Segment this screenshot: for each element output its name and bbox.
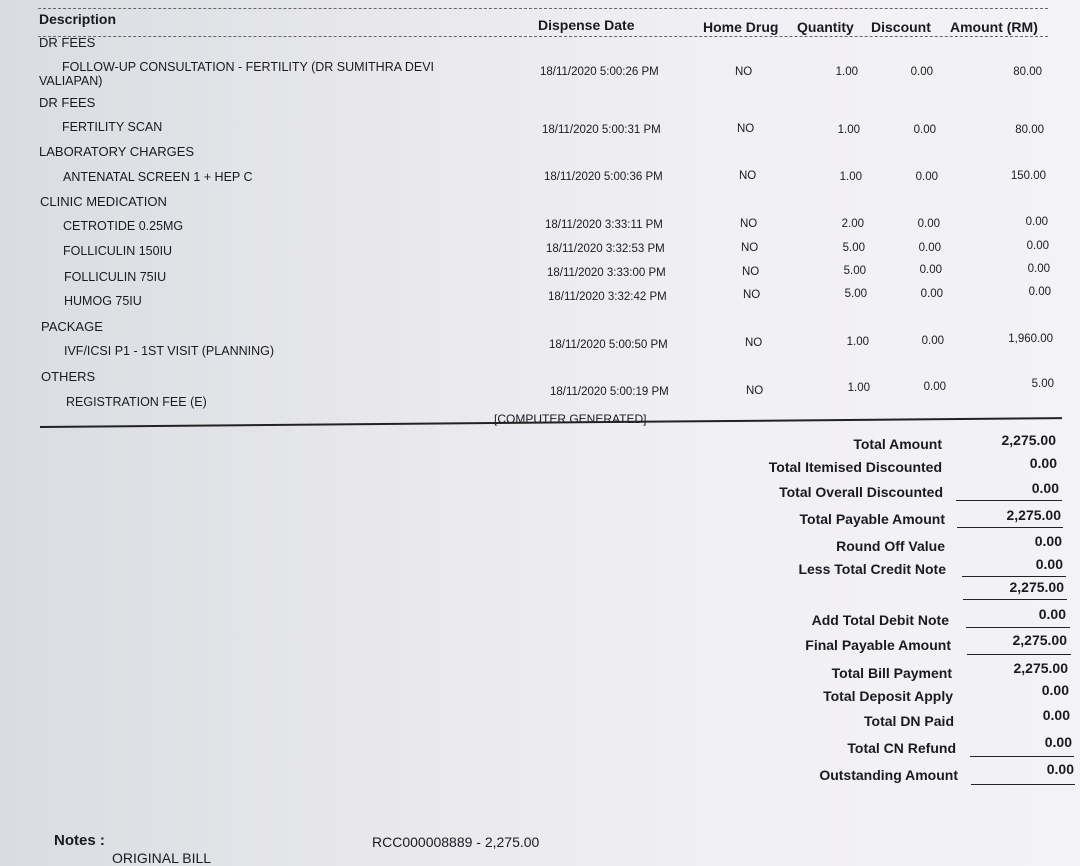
summary-value-round-off-value: 0.00 bbox=[1034, 533, 1062, 549]
summary-value-total-itemised-discounted: 0.00 bbox=[1029, 455, 1057, 471]
item-amount: 5.00 bbox=[1031, 378, 1054, 390]
summary-label-round-off-value: Round Off Value bbox=[836, 538, 945, 554]
item-dispense-date: 18/11/2020 3:33:11 PM bbox=[545, 219, 663, 231]
summary-value-total-cn-refund: 0.00 bbox=[1044, 734, 1072, 750]
item-discount: 0.00 bbox=[910, 66, 933, 78]
col-header-home-drug: Home Drug bbox=[703, 19, 779, 35]
summary-value-total-bill-payment: 2,275.00 bbox=[1013, 660, 1068, 676]
item-home-drug: NO bbox=[742, 266, 760, 278]
computer-generated-label: [COMPUTER GENERATED] bbox=[494, 412, 647, 426]
summary-rule bbox=[963, 599, 1067, 600]
item-dispense-date: 18/11/2020 3:32:42 PM bbox=[548, 291, 667, 303]
item-discount: 0.00 bbox=[917, 218, 940, 230]
item-home-drug: NO bbox=[743, 289, 761, 301]
summary-rule bbox=[957, 527, 1063, 528]
item-amount: 80.00 bbox=[1013, 66, 1042, 78]
item-home-drug: NO bbox=[741, 242, 759, 254]
summary-label-total-dn-paid: Total DN Paid bbox=[864, 713, 954, 729]
category-dr-fees: DR FEES bbox=[39, 95, 96, 110]
summary-label-outstanding-amount: Outstanding Amount bbox=[819, 767, 958, 783]
item-discount: 0.00 bbox=[919, 264, 942, 276]
item-quantity: 1.00 bbox=[837, 124, 860, 136]
summary-value-total-payable-amount: 2,275.00 bbox=[1006, 507, 1061, 523]
item-amount: 150.00 bbox=[1010, 170, 1046, 182]
summary-label-less-total-credit-note: Less Total Credit Note bbox=[798, 561, 946, 577]
summary-label-total-bill-payment: Total Bill Payment bbox=[831, 665, 952, 681]
item-description: HUMOG 75IU bbox=[64, 294, 142, 308]
category-dr-fees: DR FEES bbox=[39, 35, 96, 50]
item-amount: 0.00 bbox=[1026, 240, 1049, 252]
category-laboratory-charges: LABORATORY CHARGES bbox=[39, 144, 195, 159]
summary-label-add-total-debit-note: Add Total Debit Note bbox=[811, 612, 949, 628]
item-amount: 0.00 bbox=[1025, 216, 1048, 228]
summary-rule bbox=[971, 784, 1075, 785]
summary-rule bbox=[967, 654, 1071, 655]
summary-value-final-payable-amount: 2,275.00 bbox=[1012, 632, 1067, 648]
summary-rule bbox=[966, 627, 1070, 628]
item-quantity: 5.00 bbox=[843, 265, 866, 277]
item-dispense-date: 18/11/2020 5:00:19 PM bbox=[550, 386, 669, 398]
item-description: FOLLICULIN 75IU bbox=[64, 270, 167, 284]
item-description: CETROTIDE 0.25MG bbox=[63, 219, 184, 233]
summary-label-total-payable-amount: Total Payable Amount bbox=[799, 511, 945, 527]
item-discount: 0.00 bbox=[921, 335, 944, 347]
col-header-amount: Amount (RM) bbox=[950, 19, 1038, 35]
summary-value-total-overall-discounted: 0.00 bbox=[1031, 480, 1059, 496]
item-dispense-date: 18/11/2020 5:00:50 PM bbox=[549, 339, 668, 351]
notes-label: Notes : bbox=[54, 832, 105, 849]
item-discount: 0.00 bbox=[923, 381, 946, 393]
item-description-continued: VALIAPAN) bbox=[39, 74, 103, 88]
item-dispense-date: 18/11/2020 3:32:53 PM bbox=[546, 243, 665, 255]
top-border-line bbox=[38, 8, 1048, 9]
item-discount: 0.00 bbox=[920, 288, 943, 300]
receipt-reference: RCC000008889 - 2,275.00 bbox=[372, 834, 540, 850]
original-bill-note: ORIGINAL BILL bbox=[112, 850, 212, 866]
summary-value-total-deposit-apply: 0.00 bbox=[1041, 682, 1069, 698]
summary-label-total-itemised-discounted: Total Itemised Discounted bbox=[768, 459, 942, 475]
item-dispense-date: 18/11/2020 5:00:36 PM bbox=[544, 171, 663, 183]
col-header-dispense-date: Dispense Date bbox=[538, 17, 635, 33]
item-dispense-date: 18/11/2020 5:00:26 PM bbox=[540, 66, 659, 78]
item-dispense-date: 18/11/2020 5:00:31 PM bbox=[542, 124, 661, 136]
item-description: IVF/ICSI P1 - 1ST VISIT (PLANNING) bbox=[64, 344, 275, 358]
item-quantity: 5.00 bbox=[842, 242, 865, 254]
item-home-drug: NO bbox=[745, 337, 763, 349]
summary-value-total-dn-paid: 0.00 bbox=[1042, 707, 1070, 723]
item-home-drug: NO bbox=[737, 123, 755, 135]
summary-rule bbox=[970, 756, 1074, 757]
item-quantity: 2.00 bbox=[841, 218, 864, 230]
item-description: ANTENATAL SCREEN 1 + HEP C bbox=[63, 170, 253, 184]
summary-label-total-overall-discounted: Total Overall Discounted bbox=[779, 484, 943, 500]
item-discount: 0.00 bbox=[913, 124, 936, 136]
item-home-drug: NO bbox=[739, 170, 757, 182]
summary-label-total-cn-refund: Total CN Refund bbox=[847, 740, 956, 756]
summary-label-final-payable-amount: Final Payable Amount bbox=[805, 637, 951, 653]
item-description: FOLLICULIN 150IU bbox=[63, 244, 173, 258]
summary-value-less-total-credit-note: 0.00 bbox=[1035, 556, 1063, 572]
col-header-description: Description bbox=[39, 11, 117, 27]
item-home-drug: NO bbox=[740, 218, 758, 230]
col-header-discount: Discount bbox=[871, 19, 931, 35]
item-home-drug: NO bbox=[735, 66, 753, 78]
summary-rule bbox=[956, 500, 1062, 501]
item-discount: 0.00 bbox=[915, 171, 938, 183]
item-quantity: 1.00 bbox=[839, 171, 862, 183]
item-description: FOLLOW-UP CONSULTATION - FERTILITY (DR SUMITHRA DEVI bbox=[62, 60, 435, 74]
header-underline bbox=[38, 36, 1048, 37]
item-home-drug: NO bbox=[746, 385, 764, 397]
summary-value-subtotal: 2,275.00 bbox=[1009, 579, 1064, 595]
item-quantity: 1.00 bbox=[835, 66, 858, 78]
item-amount: 0.00 bbox=[1027, 263, 1050, 275]
summary-value-outstanding-amount: 0.00 bbox=[1046, 761, 1074, 777]
summary-value-add-total-debit-note: 0.00 bbox=[1038, 606, 1066, 622]
item-dispense-date: 18/11/2020 3:33:00 PM bbox=[547, 267, 666, 279]
item-quantity: 1.00 bbox=[847, 382, 870, 394]
summary-rule bbox=[962, 576, 1066, 577]
item-amount: 0.00 bbox=[1028, 286, 1051, 298]
item-description: REGISTRATION FEE (E) bbox=[66, 395, 207, 409]
summary-label-total-amount: Total Amount bbox=[853, 436, 942, 452]
col-header-quantity: Quantity bbox=[797, 19, 854, 35]
item-amount: 80.00 bbox=[1015, 124, 1044, 136]
category-package: PACKAGE bbox=[41, 319, 103, 334]
category-clinic-medication: CLINIC MEDICATION bbox=[40, 194, 167, 209]
item-quantity: 1.00 bbox=[846, 336, 869, 348]
item-amount: 1,960.00 bbox=[1008, 333, 1053, 345]
item-description: FERTILITY SCAN bbox=[62, 120, 163, 134]
category-others: OTHERS bbox=[41, 369, 96, 384]
item-discount: 0.00 bbox=[918, 242, 941, 254]
summary-value-total-amount: 2,275.00 bbox=[1001, 432, 1056, 448]
item-quantity: 5.00 bbox=[844, 288, 867, 300]
summary-label-total-deposit-apply: Total Deposit Apply bbox=[823, 688, 953, 704]
